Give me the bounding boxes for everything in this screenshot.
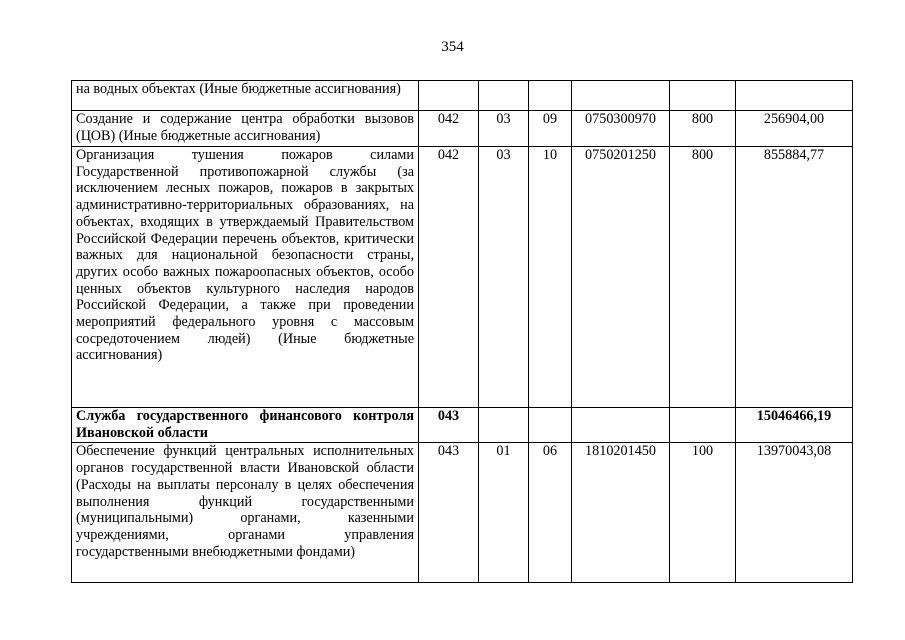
table-row (72, 443, 853, 583)
row-amount (736, 81, 853, 111)
row-department-code: 043 (419, 443, 479, 583)
row-department-code: 043 (419, 408, 479, 443)
row-section: 03 (479, 111, 529, 147)
row-section (479, 408, 529, 443)
row-description: Создание и содержание центра обработки вызовов (ЦОВ) (Иные бюджетные ассигнования) (72, 111, 419, 147)
row-expense-type: 800 (670, 147, 736, 408)
row-amount: 15046466,19 (736, 408, 853, 443)
row-amount: 855884,77 (736, 147, 853, 408)
row-section (479, 81, 529, 111)
row-description: на водных объектах (Иные бюджетные ассигнования) (72, 81, 419, 111)
row-target-article (572, 81, 670, 111)
row-expense-type: 100 (670, 443, 736, 583)
row-department-code: 042 (419, 147, 479, 408)
row-expense-type (670, 408, 736, 443)
row-amount: 13970043,08 (736, 443, 853, 583)
table-row (72, 81, 853, 111)
budget-table (71, 80, 853, 583)
row-expense-type: 800 (670, 111, 736, 147)
row-description: Служба государственного финансового контроля Ивановской области (72, 408, 419, 443)
table-row (72, 408, 853, 443)
row-subsection (529, 408, 572, 443)
row-section: 01 (479, 443, 529, 583)
row-subsection: 09 (529, 111, 572, 147)
row-department-code: 042 (419, 111, 479, 147)
page-number: 354 (441, 39, 464, 55)
row-subsection (529, 81, 572, 111)
table-row (72, 147, 853, 408)
row-target-article (572, 408, 670, 443)
row-department-code (419, 81, 479, 111)
row-target-article: 1810201450 (572, 443, 670, 583)
row-description: Организация тушения пожаров силами Государственной противопожарной службы (за исключением лесных пожаров, пожаров в закрытых административно-территориальных образованиях, на объектах, входящих в утверждаемый Правительством Российской Федерации перечень объектов, критически важных для национальной безопасности страны, других особо важных пожароопасных объектов, особо ценных объектов культурного наследия народов Российской Федерации, а также при проведении мероприятий федерального уровня с массовым сосредоточением людей) (Иные бюджетные ассигнования) (72, 147, 419, 408)
row-target-article: 0750300970 (572, 111, 670, 147)
row-section: 03 (479, 147, 529, 408)
row-subsection: 10 (529, 147, 572, 408)
row-expense-type (670, 81, 736, 111)
table-row (72, 111, 853, 147)
row-description: Обеспечение функций центральных исполнительных органов государственной власти Ивановской области (Расходы на выплаты персоналу в целях обеспечения выполнения функций государственными (муниципальными) органами, казенными учреждениями, органами управления государственными внебюджетными фондами) (72, 443, 419, 583)
row-amount: 256904,00 (736, 111, 853, 147)
row-target-article: 0750201250 (572, 147, 670, 408)
row-subsection: 06 (529, 443, 572, 583)
